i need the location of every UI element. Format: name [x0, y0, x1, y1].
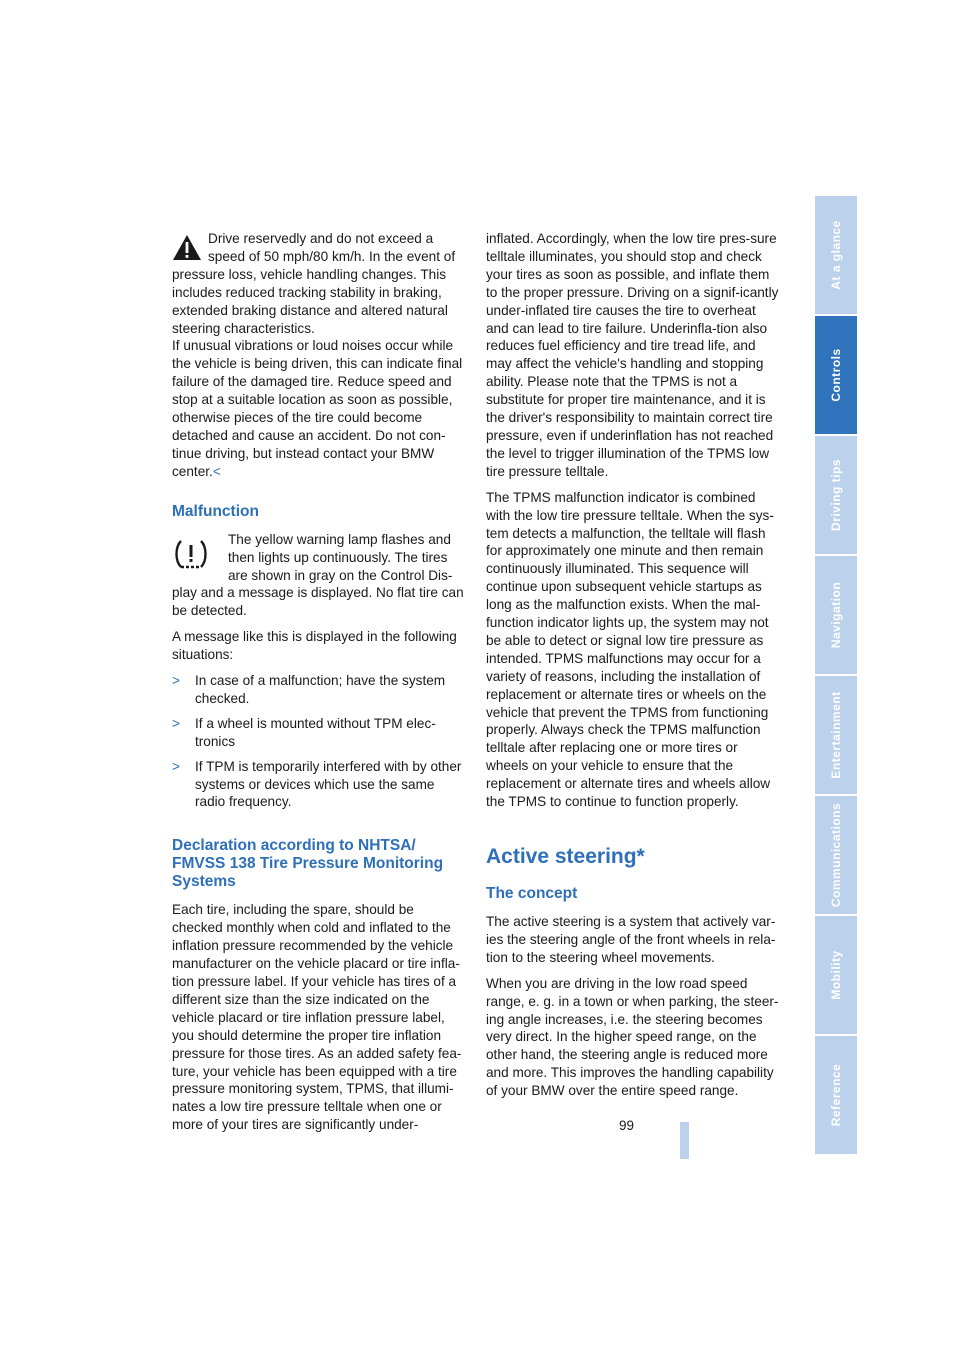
malfunction-note — [172, 531, 464, 621]
tab-mobility[interactable] — [815, 916, 857, 1034]
tab-label: At a glance — [829, 220, 843, 290]
list-item-text: If TPM is temporarily interfered with by other systems or devices which use the same radio frequency. — [195, 758, 462, 810]
tab-communications[interactable] — [815, 796, 857, 914]
bullet-mark: > — [172, 715, 180, 731]
malfunction-intro: A message like this is displayed in the following situations: — [172, 629, 457, 663]
tab-at-a-glance[interactable] — [815, 196, 857, 314]
warning-line-2: speed of 50 mph/80 km/h. In the event of — [208, 248, 456, 264]
tab-controls[interactable] — [815, 316, 857, 434]
warning-text: pressure loss, vehicle handling changes. This includes reduced tracking stability in braking, extended braking distance and altered natural steering characteristics. — [172, 266, 448, 336]
tab-label: Controls — [829, 348, 843, 402]
tab-label: Navigation — [829, 581, 843, 649]
malfunction-line-2: then lights up continuously. The tires — [228, 549, 448, 565]
declaration-paragraph-continued: inflated. Accordingly, when the low tire pres-sure telltale illuminates, you should stop and check your tires as soon as possible, and inflate them to the proper pressure. Driving on a signif-icantly under-inflated tire causes the tire to overheat and can lead to tire failure. Underinfla-tion also reduces fuel efficiency and tire tread life, and may affect the vehicle's handling and stopping ability. Please note that the TPMS is not a substitute for proper tire maintenance, and it is the driver's responsibility to maintain correct tire pressure, even if underinflation has not reached the level to trigger illumination of the TPMS low tire pressure telltale. — [486, 231, 779, 479]
page-number: 99 — [619, 1118, 635, 1133]
active-steering-paragraph-2: When you are driving in the low road speed range, e. g. in a town or when parking, the steer-ing angle increases, i.e. the steering becomes very direct. In the higher speed range, on the other hand, the steering angle is reduced more and more. This improves the handling capability of your BMW over the entire speed range. — [486, 975, 779, 1099]
bullet-mark: > — [172, 758, 180, 774]
declaration-paragraph-2: The TPMS malfunction indicator is combined with the low tire pressure telltale. When the sys-tem detects a malfunction, the telltale will flash for approximately one minute and then remain continuously illuminated. This sequence will continue upon subsequent vehicle startups as long as the malfunction exists. When the mal-function indicator lights up, the system may not be able to detect or signal low tire pressure as intended. TPMS malfunctions may occur for a variety of reasons, including the installation of replacement or alternate tires or wheels on the vehicle that prevent the TPMS from functioning properly. Always check the TPMS malfunction telltale after replacing one or more tires or wheels on your vehicle to ensure that the replacement or alternate tires and wheels allow the TPMS to continue to function properly. — [486, 489, 774, 810]
list-item — [172, 715, 464, 751]
tab-label: Entertainment — [829, 691, 843, 779]
warning-paragraph-2-text: If unusual vibrations or loud noises occur while the vehicle is being driven, this can indicate final failure of the damaged tire. Reduce speed and stop at a suitable location as soon as possible, otherwise pieces of the tire could become detached and cause an accident. Do not con-tinue driving, but instead contact your BMW center. — [172, 338, 463, 479]
malfunction-list — [172, 672, 464, 811]
malfunction-line-1: The yellow warning lamp flashes and — [228, 531, 451, 547]
warning-paragraph-2 — [172, 337, 464, 480]
list-item — [172, 672, 464, 708]
declaration-heading: Declaration according to NHTSA/ FMVSS 138 Tire Pressure Monitoring Systems — [172, 837, 444, 891]
end-mark: < — [212, 463, 221, 479]
bullet-mark: > — [172, 673, 180, 689]
left-column — [172, 230, 464, 1142]
list-item-text: In case of a malfunction; have the system checked. — [195, 673, 446, 706]
tab-driving-tips[interactable] — [815, 436, 857, 554]
malfunction-line-3: are shown in gray on the Control Dis- — [228, 567, 453, 583]
warning-triangle-icon — [172, 234, 202, 261]
tab-entertainment[interactable] — [815, 676, 857, 794]
tab-label: Communications — [829, 802, 843, 908]
side-tabs — [815, 196, 857, 1156]
warning-line-1: Drive reservedly and do not exceed a — [208, 231, 434, 246]
tab-reference[interactable] — [815, 1036, 857, 1154]
tab-label: Reference — [829, 1063, 843, 1127]
declaration-paragraph-left: Each tire, including the spare, should be checked monthly when cold and inflated to the inflation pressure recommended by the vehicle manufacturer on the vehicle placard or tire infla-tion pressure label. If your vehicle has tires of a different size than the size indicated on the vehicle placard or tire inflation pressure label, you should determine the proper tire inflation pressure for those tires. As an added safety fea-ture, your vehicle has been equipped with a tire pressure monitoring system, TPMS, that illumi-nates a low tire pressure telltale when one or more of your tires are significantly under- — [172, 902, 462, 1133]
page-marker-bar — [680, 1122, 689, 1159]
malfunction-heading: Malfunction — [172, 502, 259, 520]
active-steering-paragraph-1: The active steering is a system that actively var-ies the steering angle of the front wheels in rela-tion to the steering wheel movements. — [486, 914, 776, 965]
list-item-text: If a wheel is mounted without TPM elec-tronics — [195, 715, 436, 749]
list-item — [172, 758, 464, 812]
malfunction-text: play and a message is displayed. No flat tire can be detected. — [172, 585, 464, 619]
warning-note — [172, 230, 464, 481]
tab-label: Mobility — [829, 950, 843, 1000]
concept-heading: The concept — [486, 885, 578, 902]
tab-label: Driving tips — [829, 458, 843, 532]
tire-pressure-warning-icon — [172, 535, 210, 573]
right-column — [486, 230, 779, 1108]
tab-navigation[interactable] — [815, 556, 857, 674]
active-steering-heading: Active steering* — [486, 845, 645, 868]
